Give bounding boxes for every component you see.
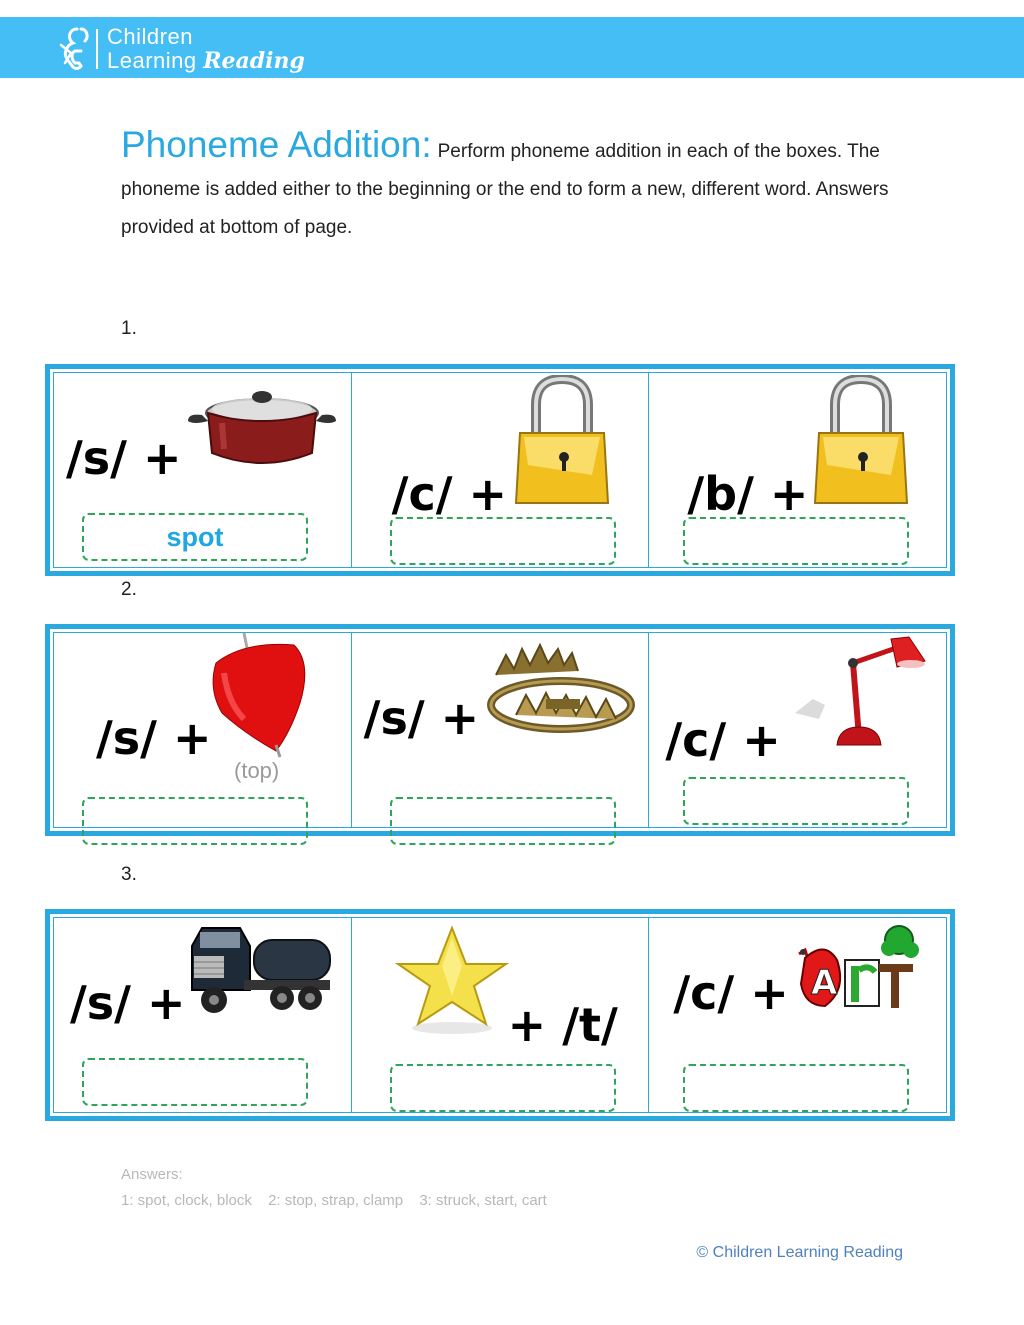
art-letters-icon [795,920,925,1010]
phoneme-label: /c/ + [391,467,508,521]
answer-box[interactable] [82,797,308,845]
phoneme-label: /c/ + [673,966,789,1020]
phoneme-label: /s/ + [363,691,480,745]
truck-icon [184,920,334,1020]
answer-box[interactable] [390,797,616,845]
question-number-2: 2. [121,579,137,600]
header-banner [0,17,1024,78]
answer-box[interactable] [390,517,616,565]
phoneme-label: /s/ + [66,431,182,485]
desk-lamp-icon [789,633,929,753]
logo-text [107,25,305,73]
copyright-footer: © Children Learning Reading [696,1244,903,1261]
answer-box[interactable] [390,1064,616,1112]
question-cell [352,918,650,1112]
answer-item: 2: stop, strap, clamp [268,1192,404,1209]
hint-text: (top) [234,758,280,783]
question-row-2 [45,624,955,836]
title-heading: Phoneme Addition: [121,124,432,165]
question-cell [54,633,352,827]
question-cell [649,633,946,827]
question-row-3 [45,909,955,1121]
phoneme-label: + /t/ [507,998,618,1052]
answer-item: 1: spot, clock, block [121,1192,252,1209]
logo-line1: Children [107,24,193,49]
logo-line2-script: Reading [203,48,305,74]
title-instructions: Perform phoneme addition in each of the boxes. The phoneme is added either to the beginning or the end to form a new, different word. Answers provided at bottom of page. [121,141,889,238]
star-icon [394,924,510,1036]
logo-icon [57,23,103,73]
answer-item: 3: struck, start, cart [419,1192,547,1209]
question-cell [649,918,946,1112]
question-row-1 [45,364,955,576]
phoneme-label: /c/ + [665,713,781,767]
phoneme-label: /b/ + [687,467,809,521]
question-cell [352,633,650,827]
question-cell [54,373,352,567]
answer-box[interactable] [82,1058,308,1106]
phoneme-label: /s/ + [70,976,186,1030]
bear-trap-icon [486,635,636,735]
answers-list [121,1188,559,1214]
lock-icon [512,375,612,507]
phoneme-label: /s/ + [96,711,212,765]
lock-icon [811,375,911,507]
answer-box[interactable] [683,1064,909,1112]
answer-box[interactable] [683,777,909,825]
question-cell [54,918,352,1112]
worksheet-title [121,126,921,247]
pot-icon [182,379,342,469]
question-number-1: 1. [121,318,137,339]
answers-section [121,1162,559,1214]
spinning-top-icon [204,633,314,758]
svg-text:A: A [811,963,838,1003]
question-cell [649,373,946,567]
question-cell [352,373,650,567]
answer-text: spot [166,521,224,552]
answer-box[interactable] [683,517,909,565]
logo-line2: Learning [107,48,197,73]
question-number-3: 3. [121,864,137,885]
answers-label: Answers: [121,1166,183,1183]
answer-box[interactable] [82,513,308,561]
